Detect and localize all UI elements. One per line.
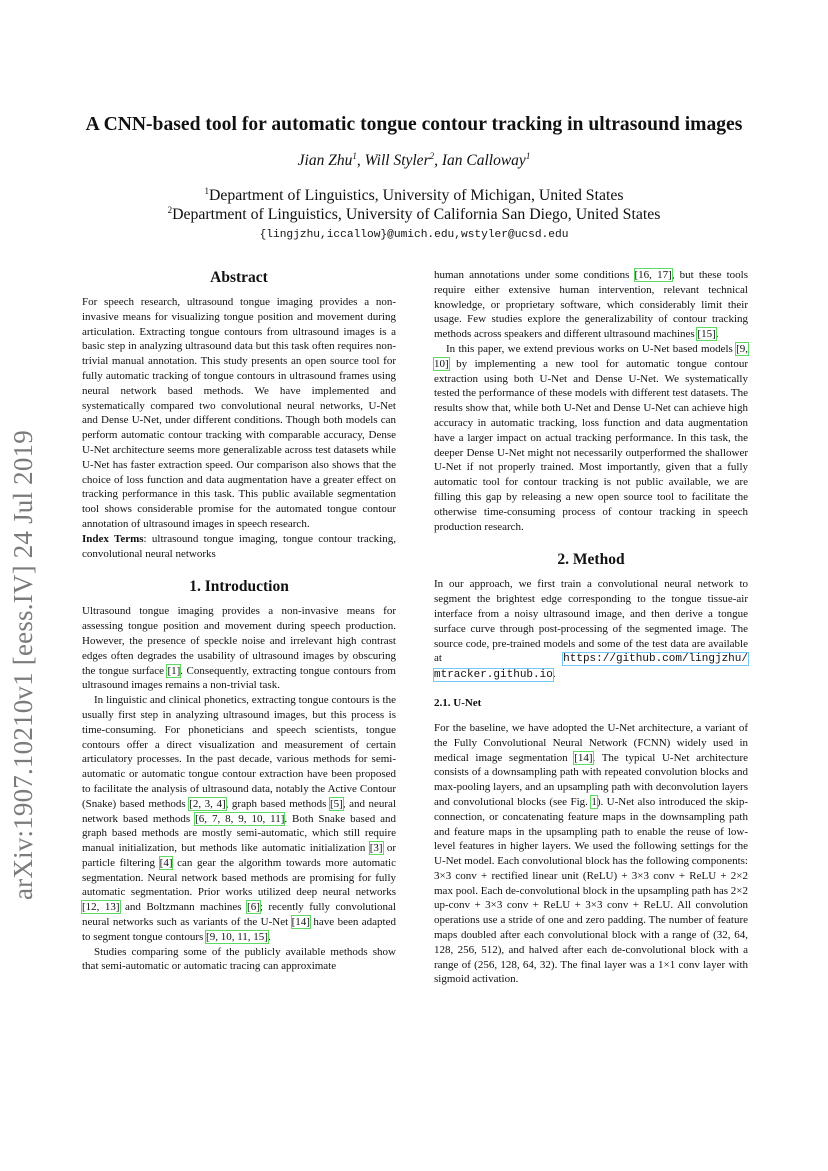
citation-link[interactable]: [15] xyxy=(697,328,716,341)
text-run: and Boltzmann machines xyxy=(119,901,248,914)
index-terms xyxy=(82,532,396,562)
text-run: In linguistic and clinical phonetics, extracting tongue contours is the usually first step in analyzing ultrasound images, but this process is time-consuming. For phoneticians and speech scientists, tongue contours offer a direct visualization and measurement of certain articulatory processes. In the past decade, various methods for semi-automatic or automatic tongue contour extraction have been proposed to facilitate the analysis of ultrasound data, notably the Active Contour (Snake) based methods xyxy=(82,694,396,810)
unet-subsection-heading: 2.1. U-Net xyxy=(434,696,482,709)
text-run: . Both Snake based and graph based methods are mostly semi-automatic, which still require manual initialization, but methods like automatic initialization xyxy=(82,812,397,855)
author-name: Ian Calloway xyxy=(441,152,526,169)
author-emails: {lingjzhu,iccallow}@umich.edu,wstyler@ucsd.edu xyxy=(259,229,569,241)
intro-paragraph-2 xyxy=(82,693,396,945)
method-heading: 2. Method xyxy=(557,551,625,569)
affiliation-text: Department of Linguistics, University of Michigan, United States xyxy=(208,187,624,204)
text-run: In our approach, we first train a convolutional neural network to segment the brightest edge corresponding to the tongue tissue-air interface from a noisy ultrasound image, and then derive a tongue surface curve through post-processing of the segmented image. The source code, pre-trained models and some of the test data are available at xyxy=(434,578,748,665)
text-run: . The typical U-Net architecture consists of a downsampling path with repeated convolution blocks and max-pooling layers, and an upsampling path with deconvolution layers and convolutional blocks (see Fig. xyxy=(434,751,748,808)
affiliation-1 xyxy=(60,186,768,206)
abstract-heading: Abstract xyxy=(210,269,268,286)
intro-paragraph-5 xyxy=(434,342,748,534)
left-column xyxy=(82,268,396,974)
right-column xyxy=(434,268,748,987)
citation-link[interactable]: [9, 10, 11, 15] xyxy=(206,930,268,943)
text-run: . xyxy=(552,668,556,681)
affil-marker: 2 xyxy=(167,205,173,215)
citation-link[interactable]: [12, 13] xyxy=(82,901,120,914)
text-run: , but these tools require either extensive human intervention, relevant technical knowledge, or proprietary software, which considerably limit their usage. Few studies explore the generalizability of contour tracking methods across speakers and different ultrasound machines xyxy=(434,269,749,341)
affiliation-text: Department of Linguistics, University of California San Diego, United States xyxy=(172,206,661,223)
affiliation-2 xyxy=(60,205,768,225)
github-url-link[interactable]: https://github.com/lingjzhu/ xyxy=(563,653,748,666)
author-name: Jian Zhu xyxy=(297,152,353,169)
text-run: by implementing a new tool for automatic tongue contour extraction using both U-Net and Dense U-Net. We systematically tested the performance of these models with different test datasets. The results show that, while both U-Net and Dense U-Net can achieve high accuracy in automatic tracking, loss function and data augmentation have a larger impact on actual tracking performance. In this task, the deeper Dense U-Net might not necessarily outperformed the shallower U-Net if not properly trained. Most importantly, given that a fully automatic tool for contour tracking is not public available, we are filling this gap by releasing a new open source tool to facilitate the otherwise time-consuming process of contour tracking in speech production research. xyxy=(434,357,748,533)
citation-link[interactable]: [6, 7, 8, 9, 10, 11] xyxy=(195,812,285,825)
introduction-heading: 1. Introduction xyxy=(189,578,289,596)
citation-link[interactable]: [14] xyxy=(574,751,593,764)
arxiv-identifier: arXiv:1907.10210v1 [eess.IV] 24 Jul 2019 xyxy=(8,430,38,900)
text-run: or particle filtering xyxy=(82,842,396,869)
text-run: , graph based methods xyxy=(225,797,330,810)
citation-link[interactable]: [9, 10] xyxy=(434,342,748,370)
text-run: In this paper, we extend previous works on U-Net based models xyxy=(446,342,737,355)
text-run: ). U-Net also introduced the skip-connection, or concatenating feature maps in the downsampling path and feature maps in the upsampling path to enable the reuse of low-level features in higher layers. We used the following settings for the U-Net model. Each convolutional block has the following components: 3×3 conv + rectified linear unit (ReLU) + 3×3 conv + ReLU + 2×2 max pool. Each de-convolutional block in the upsampling path has 2×2 up-conv + 3×3 conv + ReLU + 3×3 conv + ReLU. All convolution operations use a stride of one and zero padding. The number of feature maps doubled after each convolutional block with a range of (32, 64, 128, 256, 512), and halved after each de-convolutional block with a range of (256, 128, 64, 32). The final layer was a 1×1 conv layer with sigmoid activation. xyxy=(434,795,748,986)
intro-paragraph-1 xyxy=(82,604,396,693)
text-run: , and neural network based methods xyxy=(82,797,396,825)
intro-paragraph-3: Studies comparing some of the publicly available methods show that semi-automatic or automatic tracing can approximate xyxy=(82,945,396,973)
text-run: ; recently fully convolutional neural networks such as variants of the U-Net xyxy=(82,901,396,929)
citation-link[interactable]: [14] xyxy=(291,916,310,929)
author-separator: , xyxy=(356,152,365,169)
author-affil-marker: 1 xyxy=(352,151,357,161)
affil-marker: 1 xyxy=(204,186,209,196)
author-affil-marker: 1 xyxy=(525,151,531,161)
citation-link[interactable]: [3] xyxy=(369,842,383,855)
text-run: human annotations under some conditions xyxy=(434,269,635,281)
github-url-link-cont[interactable]: mtracker.github.io xyxy=(434,669,553,682)
author-affil-marker: 2 xyxy=(429,151,435,161)
citation-link[interactable]: [6] xyxy=(247,901,260,914)
text-run: For the baseline, we have adopted the U-Net architecture, a variant of the Fully Convolutional Neural Network (FCNN) widely used in medical image segmentation xyxy=(434,721,748,764)
figure-link[interactable]: 1 xyxy=(591,795,597,808)
citation-link[interactable]: [5] xyxy=(329,797,343,810)
citation-link[interactable]: [1] xyxy=(167,664,181,677)
intro-paragraph-4 xyxy=(434,268,748,342)
author-name: Will Styler xyxy=(364,152,430,169)
text-run: . xyxy=(267,930,271,943)
citation-link[interactable]: [16, 17] xyxy=(634,269,672,281)
author-separator: , xyxy=(434,152,442,169)
text-run: have been adapted to segment tongue contours xyxy=(82,916,396,943)
text-run: Ultrasound tongue imaging provides a non-invasive means for assessing tongue position and movement during speech production. However, the presence of speckle noise and irrelevant high contrast edges often degrades the usability of ultrasound images by obscuring the tongue surface xyxy=(82,605,396,677)
citation-link[interactable]: [2, 3, 4] xyxy=(189,797,226,810)
paper-title: A CNN-based tool for automatic tongue contour tracking in ultrasound images xyxy=(85,114,743,135)
abstract-body: For speech research, ultrasound tongue imaging provides a non-invasive means for visualizing tongue position and movement during articulation. Extracting tongue contours from ultrasound images is a basic step in analyzing ultrasound data but this task often requires non-trivial manual annotation. This study presents an open source tool for fully automatic tracking of tongue contours in ultrasound frames using neural network based methods. We have implemented and systematically compared two convolutional neural networks, U-Net and Dense U-Net, under different conditions. Though both models can perform automatic contour tracking with comparable accuracy, Dense U-Net architecture seems more generalizable across test datasets while U-Net has faster extraction speed. Our comparison also shows that the choice of loss function and data augmentation have a greater effect on tracking performance in this task. This public available segmentation tool shows considerable promise for the automated tongue contour annotation of ultrasound images in speech research. xyxy=(82,296,396,530)
text-run: can gear the algorithm towards more automatic segmentation. Neural network based methods are promising for fully automatic segmentation. Prior works utilized deep neural networks xyxy=(82,856,396,899)
text-run: . xyxy=(715,328,719,341)
method-paragraph-1 xyxy=(434,577,748,683)
unet-paragraph xyxy=(434,721,748,987)
author-list xyxy=(60,150,768,172)
index-terms-label: Index Terms xyxy=(82,532,144,545)
citation-link[interactable]: [4] xyxy=(159,856,173,869)
text-run: . Consequently, extracting tongue contours from ultrasound images remains a non-trivial task. xyxy=(82,664,396,692)
index-terms-text: : ultrasound tongue imaging, tongue contour tracking, convolutional neural networks xyxy=(82,532,396,560)
